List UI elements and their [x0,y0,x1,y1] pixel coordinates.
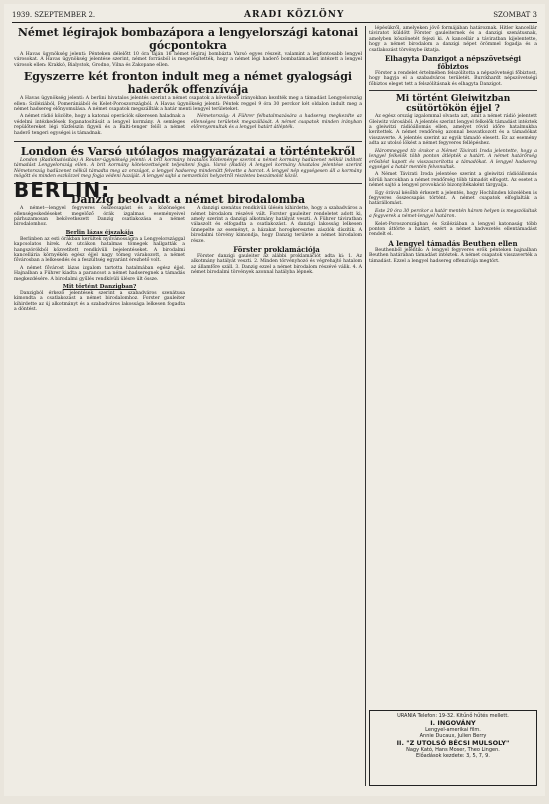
berlin-kicker: BERLIN: [14,177,111,202]
masthead-date: 1939. SZEPTEMBER 2. [12,11,96,19]
headline-air-raids: Német légirajok bombazápora a lengyelországi katonai gócpontokra [17,26,359,52]
gleiwitz-italic-note: Este 20 óra 30 perckor a határ mentén három helyen is megszólaltak a fegyverek a német-lengyel határon. [369,208,537,220]
divider [369,90,537,91]
league-commissioner-body: Förster a rendelet értelmében felszólította a népszövetségi főbiztost, hogy hagyja el a szabadváros területét. Burckhardt népszövetségi főbiztos eleget tett a felszólításnak és elhagyta Danzigot. [369,71,537,87]
ad-film-2-cast: Nagy Kató, Hans Moser, Theo Lingen. [406,747,500,753]
berlin-night-body-2: A német fővárost lázas izgalom tartotta hatalmában egész éjjel. Hajnalban a Führer kiadta a parancsot a német hadseregnek a támadás megkezdésére. A birodalmi gyűlés rendkívüli ülésre ült össze. [14,265,185,282]
headline-beuthen: A lengyel támadás Beuthen ellen [388,238,518,248]
subhead-berlin-night: Berlin lázas éjszakája [65,229,134,236]
newspaper-page [4,4,545,796]
masthead [12,8,537,23]
gleiwitz-body-3: A Német Távirati Iroda jelentése szerint a gleiwitzi rádióállomás körüli harcokban a német rendőrség több támadót elfogott. Az esetet a német sajtó a lengyel provokáció bizonyítékaként tárgyalja. [369,172,537,189]
ad-film-1-desc: Lengyel-amerikai film. [425,727,481,733]
danzig-happened-body: Danzigból érkező jelentések szerint a szabadváros szenátusa kimondta a csatlakozást a német birodalomhoz. Forster gauleiter kihirdette az új alkotmányt és a szabadváros lakossága lelkesen fogadta a döntést. [14,290,185,313]
ad-film-1: I. INGOVÁNY [430,719,476,727]
gleiwitz-body-4: Egy órával később érkezett a jelentés, hogy Hochlinden közelében is fegyveres összecsapás történt. A német csapatok elfoglalták a határállomást. [369,190,537,207]
column-divider [365,26,366,786]
headline-danzig: Danzig beolvadt a német birodalomba [70,193,306,207]
two-fronts-col1: A német rádió közölte, hogy a katonai operációk sikeresen haladnak a védelmi intézkedések foganatosítását a lengyel kormány. A semleges repülőtereket légi tűzfelszín figyeli és a Balti-tenger felől a német haderő tengeri egységei is támadnak. [14,114,185,136]
two-fronts-col2: Németország: A Führer felhatalmazására a hadsereg megkezdte az ellenséges területek megszállását. A német csapatok minden irányban előrenyomultak és a lengyel határt átlépték. [191,114,362,131]
ad-header: URANIA Telefon: 19-32. Kitűnő hűtés mellett. [397,713,509,719]
headline-london-warsaw: London és Varsó utólagos magyarázatai a történtekről [20,145,356,159]
headline-gleiwitz: Mi történt Gleiwitzban csütörtökön éjjel ? [395,94,511,115]
forster-proclamation-body: Förster danzigi gauleiter az alábbi proklamációt adta ki: 1. Az alkotmány hatályát veszti. 2. Minden törvényhozó és végrehajtó hatalom az államfőre száll. 3. Danzig ezzel a német birodalom részévé válik. 4. A német birodalmi törvények azonnal hatályba lépnek. [191,253,362,276]
cinema-advertisement [369,710,537,786]
left-column [14,26,362,315]
ad-showtimes: Előadások kezdete: 3, 5, 7, 9. [416,753,490,759]
article-air-raids-body: A Havas ügynökség jelenti: Pénteken délelőtt 10 óra táján 16 német légiraj bombázta Varsó egyes részeit, valamint a legfontosabb lengyel városokat. A Havas ügynökség jelentése szerint, német forrásból is megerősítették, hogy a német légi haderő bombatámadást intézett a lengyel városok ellen: Krakkó, Bialystok, Grodno, Vilna és Zakopane ellen. [14,52,362,68]
masthead-paper-name: ARADI KÖZLÖNY [243,10,345,20]
masthead-day-page: SZOMBAT 3 [493,11,537,19]
right-danzig-continuation: lépésükről, amelyeken jövő formájában határoznak. Hitler kancellár táviratot küldött Förster gauleiternek és a danzigi szenátusnak, amelyben köszönetét fejezi ki. A kancellár a táviratban kijelentette, hogy a német birodalom a danzigi népet örömmel fogadja és a csatlakozást törvénybe iktatja. [369,26,537,53]
gleiwitz-tail: Kelet-Poroszországban és Sziléziában a lengyel katonaság több ponton áttörte a határt, ezért a német hadvezetés ellentámadást rendelt el. [369,221,537,238]
right-column [369,26,537,266]
danzig-columns [14,206,362,315]
beuthen-body: Beuthenből jelentik: A lengyel fegyveres erők pénteken hajnalban Beuthen határában támadást intéztek. A német csapatok visszaverték a támadást. Ezzel a lengyel hadsereg offenzívája megtört. [369,247,537,264]
ad-film-2: II. "Z UTOLSÓ BÉCSI MULSOLY" [396,739,510,747]
headline-two-fronts: Egyszerre két fronton indult meg a német gyalogsági haderők offenzívája [23,70,353,97]
article-two-fronts-body: A Havas ügynökség jelenti: A berlini hivatalos jelentés szerint a német csapatok a következő irányokban kezdték meg a támadást Lengyelország ellen: Sziléziából, Pomerániából és Kelet-Poroszországból. A Havas ügynökség jelenti: Péntek reggel 9 óra 30 perckor két oldalon indult meg a német hadsereg előnyomulása. A német csapatok megszállták a határ menti lengyel területeket. [14,96,362,113]
danzig-senate-body: A danzigi szenátus rendkívüli ülésén kihirdette, hogy a szabadváros a német birodalom részévé vált. Forster gauleiter rendeletet adott ki, amely szerint a danzigi alkotmány hatályát veszti. A Führer táviratban válaszolt és elfogadta a csatlakozást. A danzigi lakosság lelkesen ünnepelte az eseményt, a házakat horogkeresztes zászlók díszítik. A birodalmi törvény kimondja, hogy Danzig területe a német birodalom része. [191,206,362,244]
berlin-night-body: Berlinben az esti órákban kerültek nyilvánosságra a Lengyelországgal kapcsolatos hírek. Az utcákon hatalmas tömegek hallgatták a hangszórókból közvetített rendkívüli bejelentéseket. A birodalmi kancellária környékén egész éjjel nagy tömeg várakozott, a német fővárosban a lelkesedés és a feszültség egyaránt érezhető volt. [14,236,185,264]
danzig-lead: A német—lengyel fegyveres összecsapást és a közönséges ellenségeskedéseket megelőző órák izgalmas eseményeivel párhuzamosan bekövetkezett Danzig csatlakozása a német birodalomhoz. [14,206,185,228]
subhead-league-commissioner: Elhagyta Danzigot a népszövetségi főbiztos [384,54,522,72]
subhead-forster-proclamation: Förster proklamációja [233,244,320,254]
subhead-what-happened-danzig: Mit történt Danzigban? [62,283,137,290]
gleiwitz-body-2: Háromnegyed tíz órakor a Német Távirati Iroda jelentette, hogy a lengyel felkelők több ponton átlépték a határt. A német határőrség erősítést kapott és visszaszorította a támadókat. A lengyel hadsereg egységei a határ mentén felvonultak. [369,148,537,170]
two-fronts-columns [14,114,362,138]
gleiwitz-body: Az egész ország izgalommal olvasta azt, amit a német rádió jelentett Gleiwitz városából. A jelentés szerint lengyel felkelők támadást intéztek a gleiwitzi rádióállomás ellen, amelyet rövid időre hatalmukba kerítettek. A német rendőrség azonnal beavatkozott és a támadókat visszaverte. A jelentés szerint az egyik támadó elesett. Ez az esemény adta az utolsó lökést a német fegyveres fellépéshez. [369,114,537,147]
divider [14,141,362,142]
article-london-warsaw-body: London (Radiótudósítás) A Reuter-ügynökség jelenti: A brit kormány hivatalos közleménye szerint a német kormány hadüzenet nélkül indított támadást Lengyelország ellen. A brit kormány kötelezettségeit teljesíteni fogja. Varsó (Radió) A lengyel kormány hivatalos jelentése szerint Németország hadüzenet nélkül támadta meg az országot, a lengyel hadsereg mindenütt felvette a harcot. A lengyel nép egységesen áll a kormány mögött és minden eszközzel meg fogja védeni hazáját. A lengyel sajtó a nemzetközi helyzetről részletes beszámolót közöl. [14,158,362,180]
ad-film-1-cast: Annie Ducaux, Julien Berry [419,733,487,739]
